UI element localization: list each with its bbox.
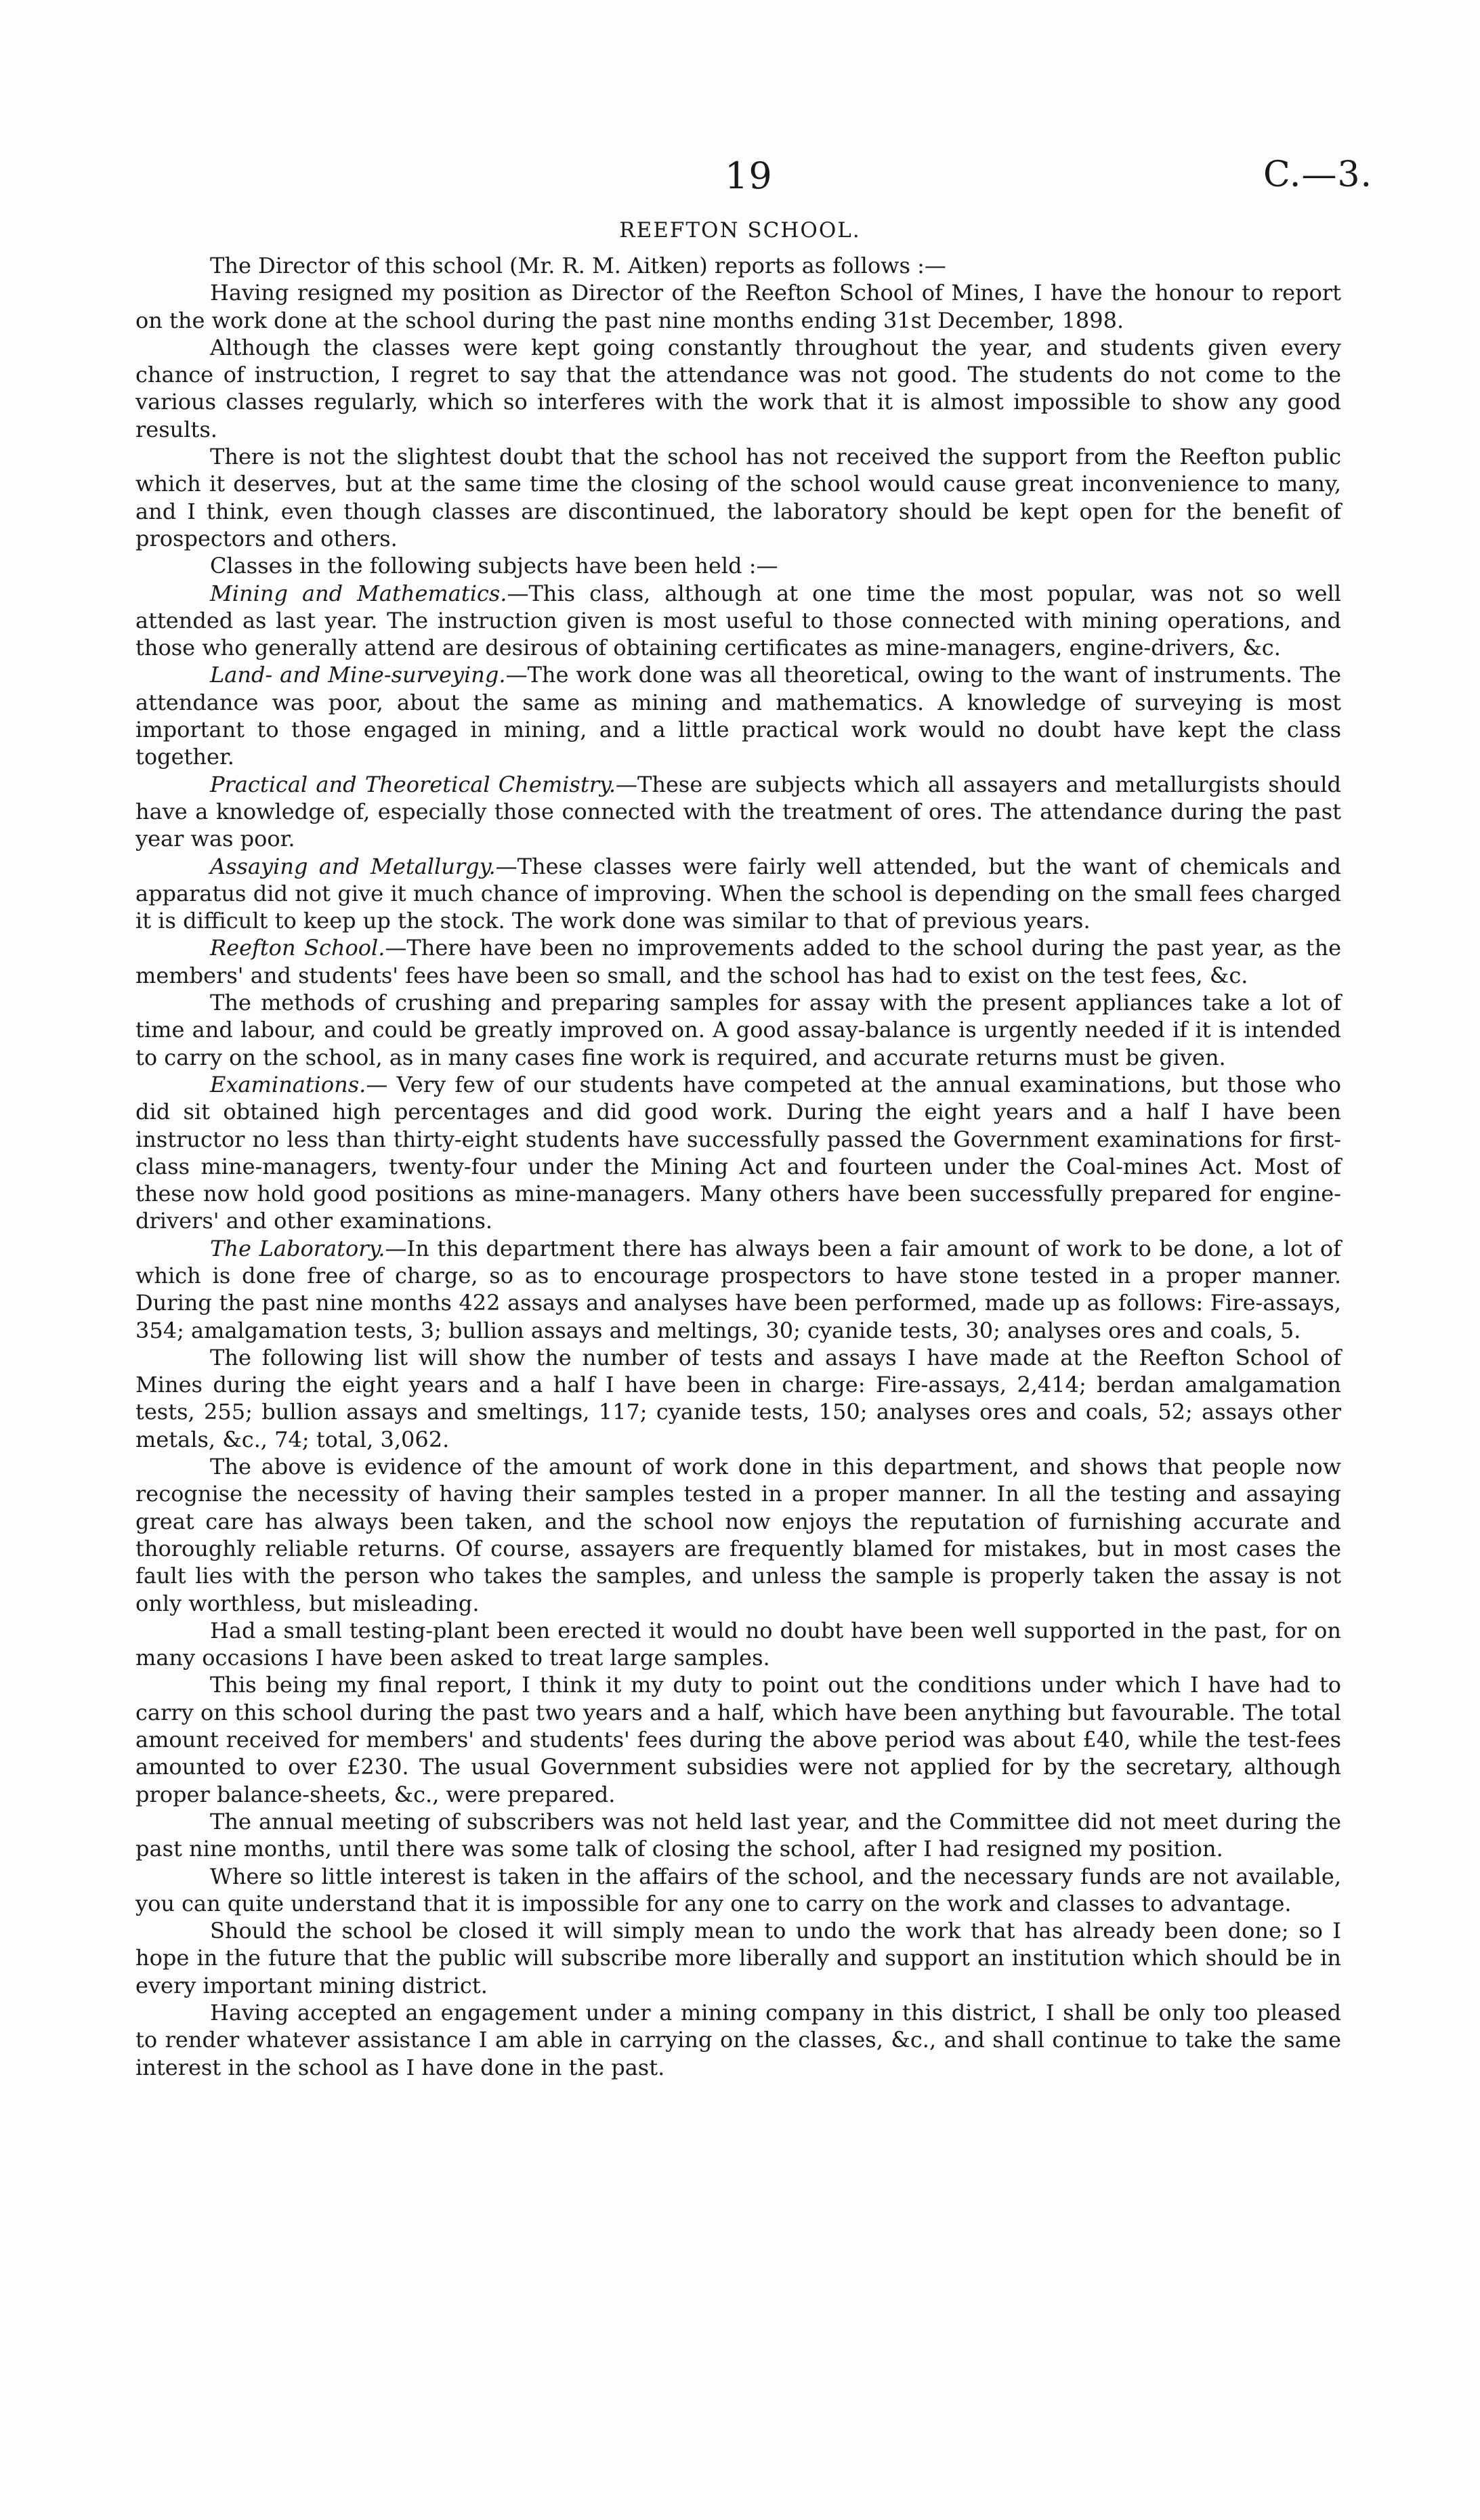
paragraph-text: There is not the slightest doubt that the school has not received the support from the Reefton public which it deserves, but at the same time the closing of the school would cause great inconvenience to many, and I think, even though classes are discontinued, the laboratory should be kept open for the benefit of prospectors and others. <box>135 444 1341 551</box>
paragraph-lead: Mining and Mathematics. <box>210 580 507 606</box>
paragraph <box>135 1617 1341 1672</box>
paragraph-text: The methods of crushing and preparing samples for assay with the present appliances take a lot of time and labour, and could be greatly improved on. A good assay-balance is urgently needed if it is intended to carry on the school, as in many cases fine work is required, and accurate returns must be given. <box>135 990 1341 1070</box>
paragraph-text: The annual meeting of subscribers was not held last year, and the Committee did not meet during the past nine months, until there was some talk of closing the school, after I had resigned my position. <box>135 1808 1341 1862</box>
paragraph <box>135 989 1341 1071</box>
paragraph <box>135 1917 1341 1999</box>
paragraph-text: Classes in the following subjects have been held :— <box>210 553 778 579</box>
paragraph-text: —These are subjects which all assayers and metallurgists should have a knowledge of, especially those connected with the treatment of ores. The attendance during the past year was poor. <box>135 771 1342 852</box>
paragraph-lead: The Laboratory. <box>210 1235 385 1261</box>
paragraph <box>135 443 1341 552</box>
paragraph <box>135 1671 1341 1807</box>
paragraph-text: — Very few of our students have competed at the annual examinations, but those who did sit obtained high percentages and did good work. During the eight years and a half I have been instructor no less than thirty-eight students have successfully passed the Government examinations for first-class mine-managers, twenty-four under the Mining Act and fourteen under the Coal-mines Act. Most of these now hold good positions as mine-managers. Many others have been successfully prepared for engine-drivers' and other examinations. <box>135 1071 1341 1234</box>
paragraph-text: The Director of this school (Mr. R. M. Aitken) reports as follows :— <box>210 253 946 278</box>
section-title: REEFTON SCHOOL. <box>619 218 861 243</box>
document-code: C.—3. <box>1263 154 1373 195</box>
paragraph-text: The following list will show the number of tests and assays I have made at the Reefton School of Mines during the eight years and a half I have been in charge: Fire-assays, 2,414; berdan amalgamation tests, 255; bullion assays and smeltings, 117; cyanide tests, 150; analyses ores and coals, 52; assays other metals, &c., 74; total, 3,062. <box>135 1344 1341 1452</box>
paragraph <box>135 853 1341 935</box>
paragraph-text: This being my final report, I think it my duty to point out the conditions under which I have had to carry on this school during the past two years and a half, which have been anything but favourable. The total amount received for members' and students' fees during the above period was about £40, while the test-fees amounted to over £230. The usual Government subsidies were not applied for by the secretary, although proper balance-sheets, &c., were prepared. <box>135 1672 1341 1807</box>
paragraph-text: Had a small testing-plant been erected it would no doubt have been well supported in the past, for on many occasions I have been asked to treat large samples. <box>135 1617 1341 1671</box>
paragraph <box>135 1863 1341 1918</box>
paragraph-text: Having resigned my position as Director of the Reefton School of Mines, I have the honour to report on the work done at the school during the past nine months ending 31st December, 1898. <box>135 280 1341 333</box>
paragraph-lead: Assaying and Metallurgy. <box>210 853 496 879</box>
paragraph <box>135 1344 1341 1453</box>
paragraph <box>135 1235 1341 1344</box>
paragraph-text: —The work done was all theoretical, owing to the want of instruments. The attendance was poor, about the same as mining and mathematics. A knowledge of surveying is most important to those engaged in mining, and a little practical work would no doubt have kept the class together. <box>135 662 1342 770</box>
paragraph <box>135 580 1341 662</box>
page-number: 19 <box>725 154 773 197</box>
paragraph <box>135 252 1341 279</box>
paragraph-text: —This class, although at one time the most popular, was not so well attended as last year. The instruction given is most useful to those connected with mining operations, and those who generally attend are desirous of obtaining certificates as mine-managers, engine-drivers, &c. <box>135 580 1342 661</box>
paragraph <box>135 1453 1341 1617</box>
paragraph <box>135 661 1341 770</box>
paragraph-lead: Practical and Theoretical Chemistry. <box>210 771 616 797</box>
paragraph <box>135 771 1341 853</box>
paragraph <box>135 934 1341 989</box>
paragraph-text: —These classes were fairly well attended, but the want of chemicals and apparatus did not give it much chance of improving. When the school is depending on the small fees charged it is difficult to keep up the stock. The work done was similar to that of previous years. <box>135 853 1342 934</box>
paragraph <box>135 552 1341 579</box>
paragraph-text: Should the school be closed it will simply mean to undo the work that has already been done; so I hope in the future that the public will subscribe more liberally and support an institution which should be in every important mining district. <box>135 1918 1341 1998</box>
paragraph-text: —In this department there has always been a fair amount of work to be done, a lot of which is done free of charge, so as to encourage prospectors to have stone tested in a proper manner. During the past nine months 422 assays and analyses have been performed, made up as follows: Fire-assays, 354; amalgamation tests, 3; bullion assays and meltings, 30; cyanide tests, 30; analyses ores and coals, 5. <box>135 1235 1342 1343</box>
paragraph-text: The above is evidence of the amount of work done in this department, and shows that people now recognise the necessity of having their samples tested in a proper manner. In all the testing and assaying great care has always been taken, and the school now enjoys the reputation of furnishing accurate and thoroughly reliable returns. Of course, assayers are frequently blamed for mistakes, but in most cases the fault lies with the person who takes the samples, and unless the sample is properly taken the assay is not only worthless, but misleading. <box>135 1454 1341 1616</box>
paragraph-text: —There have been no improvements added to the school during the past year, as the members' and students' fees have been so small, and the school has had to exist on the test fees, &c. <box>135 935 1342 988</box>
paragraph <box>135 1808 1341 1863</box>
paragraph <box>135 279 1341 334</box>
paragraph-text: Having accepted an engagement under a mining company in this district, I shall be only too pleased to render whatever assistance I am able in carrying on the classes, &c., and shall continue to take the same interest in the school as I have done in the past. <box>135 2000 1341 2080</box>
paragraph-lead: Examinations. <box>210 1071 366 1097</box>
paragraph <box>135 1071 1341 1235</box>
paragraph-text: Where so little interest is taken in the affairs of the school, and the necessary funds are not available, you can quite understand that it is impossible for any one to carry on the work and classes to advantage. <box>135 1863 1341 1916</box>
paragraph-lead: Reefton School. <box>210 935 385 961</box>
paragraph-text: Although the classes were kept going constantly throughout the year, and students given every chance of instruction, I regret to say that the attendance was not good. The students do not come to the various classes regularly, which so interferes with the work that it is almost impossible to show any good results. <box>135 334 1341 442</box>
report-body <box>135 252 1341 2081</box>
paragraph <box>135 334 1341 443</box>
paragraph <box>135 1999 1341 2081</box>
paragraph-lead: Land- and Mine-surveying. <box>210 662 506 688</box>
